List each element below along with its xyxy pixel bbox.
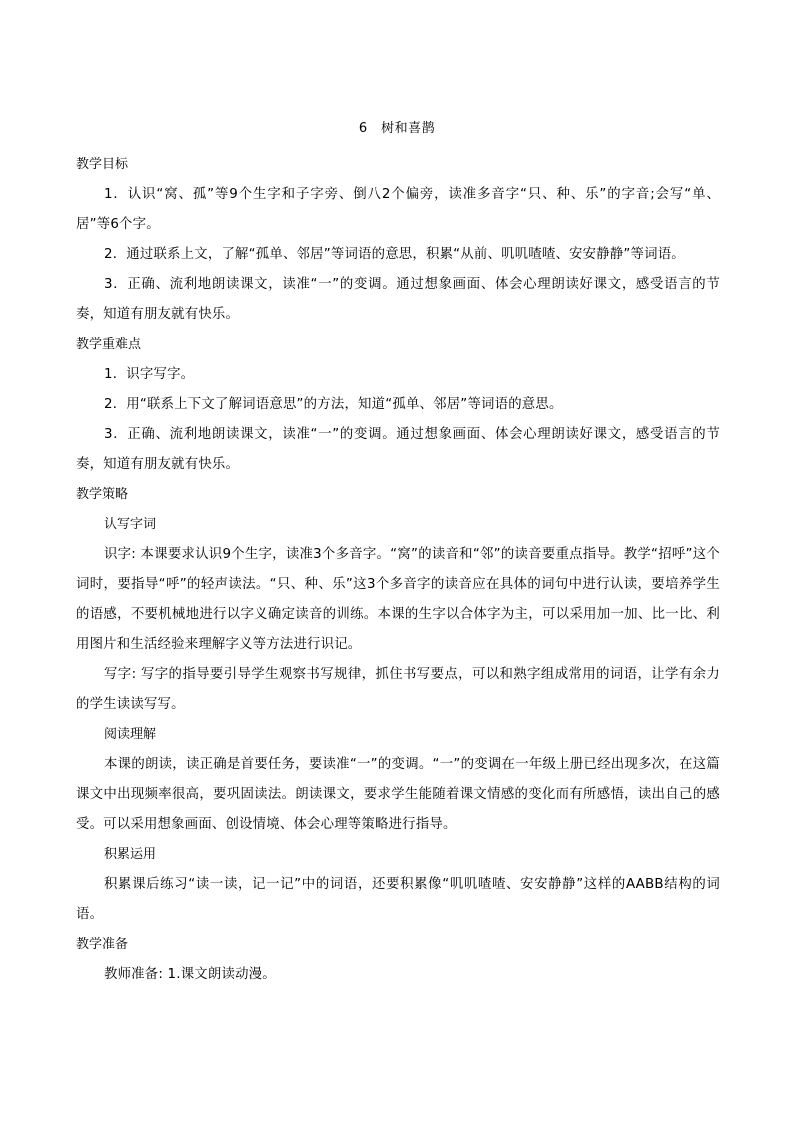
section-heading-preparation: 教学准备 xyxy=(76,937,129,952)
document-body xyxy=(76,150,720,990)
subheading-reading: 阅读理解 xyxy=(104,727,157,742)
subheading-accumulate: 积累运用 xyxy=(104,847,157,862)
section-heading-strategy: 教学策略 xyxy=(76,487,129,502)
goal-item-3: 3．正确、流利地朗读课文，读准“一”的变调。通过想象画面、体会心理朗读好课文，感受语言的节奏，知道有朋友就有快乐。 xyxy=(76,277,720,322)
accumulate-paragraph: 积累课后练习“读一读，记一记”中的词语，还要积累像“叽叽喳喳、安安静静”这样的AABB结构的词语。 xyxy=(76,877,720,922)
section-heading-keypoints: 教学重难点 xyxy=(76,337,142,352)
reading-paragraph: 本课的朗读，读正确是首要任务，要读准“一”的变调。“一”的变调在一年级上册已经出现多次，在这篇课文中出现频率很高，要巩固读法。朗读课文，要求学生能随着课文情感的变化而有所感悟，读出自己的感受。可以采用想象画面、创设情境、体会心理等策略进行指导。 xyxy=(76,757,720,832)
document-title: 6 树和喜鹊 xyxy=(358,121,436,136)
keypoint-item-1: 1．识字写字。 xyxy=(104,367,195,382)
goal-item-1: 1．认识“窝、孤”等9个生字和子字旁、倒八2个偏旁，读准多音字“只、种、乐”的字音;会写“单、居”等6个字。 xyxy=(76,187,720,232)
literacy-writing-paragraph: 写字: 写字的指导要引导学生观察书写规律，抓住书写要点，可以和熟字组成常用的词语，让学有余力的学生读读写写。 xyxy=(76,667,720,712)
literacy-reading-paragraph: 识字: 本课要求认识9个生字，读准3个多音字。“窝”的读音和“邻”的读音要重点指导。教学“招呼”这个词时，要指导“呼”的轻声读法。“只、种、乐”这3个多音字的读音应在具体的词句中进行认读，要培养学生的语感，不要机械地进行以字义确定读音的训练。本课的生字以合体字为主，可以采用加一加、比一比、利用图片和生活经验来理解字义等方法进行识记。 xyxy=(76,547,720,652)
goal-item-2: 2．通过联系上文，了解“孤单、邻居”等词语的意思，积累“从前、叽叽喳喳、安安静静”等词语。 xyxy=(104,247,685,262)
preparation-paragraph: 教师准备: 1.课文朗读动漫。 xyxy=(104,967,276,982)
keypoint-item-2: 2．用“联系上下文了解词语意思”的方法，知道“孤单、邻居”等词语的意思。 xyxy=(104,397,563,412)
subheading-literacy: 认写字词 xyxy=(104,517,157,532)
keypoint-item-3: 3．正确、流利地朗读课文，读准“一”的变调。通过想象画面、体会心理朗读好课文，感受语言的节奏，知道有朋友就有快乐。 xyxy=(76,427,720,472)
section-heading-goals: 教学目标 xyxy=(76,157,129,172)
